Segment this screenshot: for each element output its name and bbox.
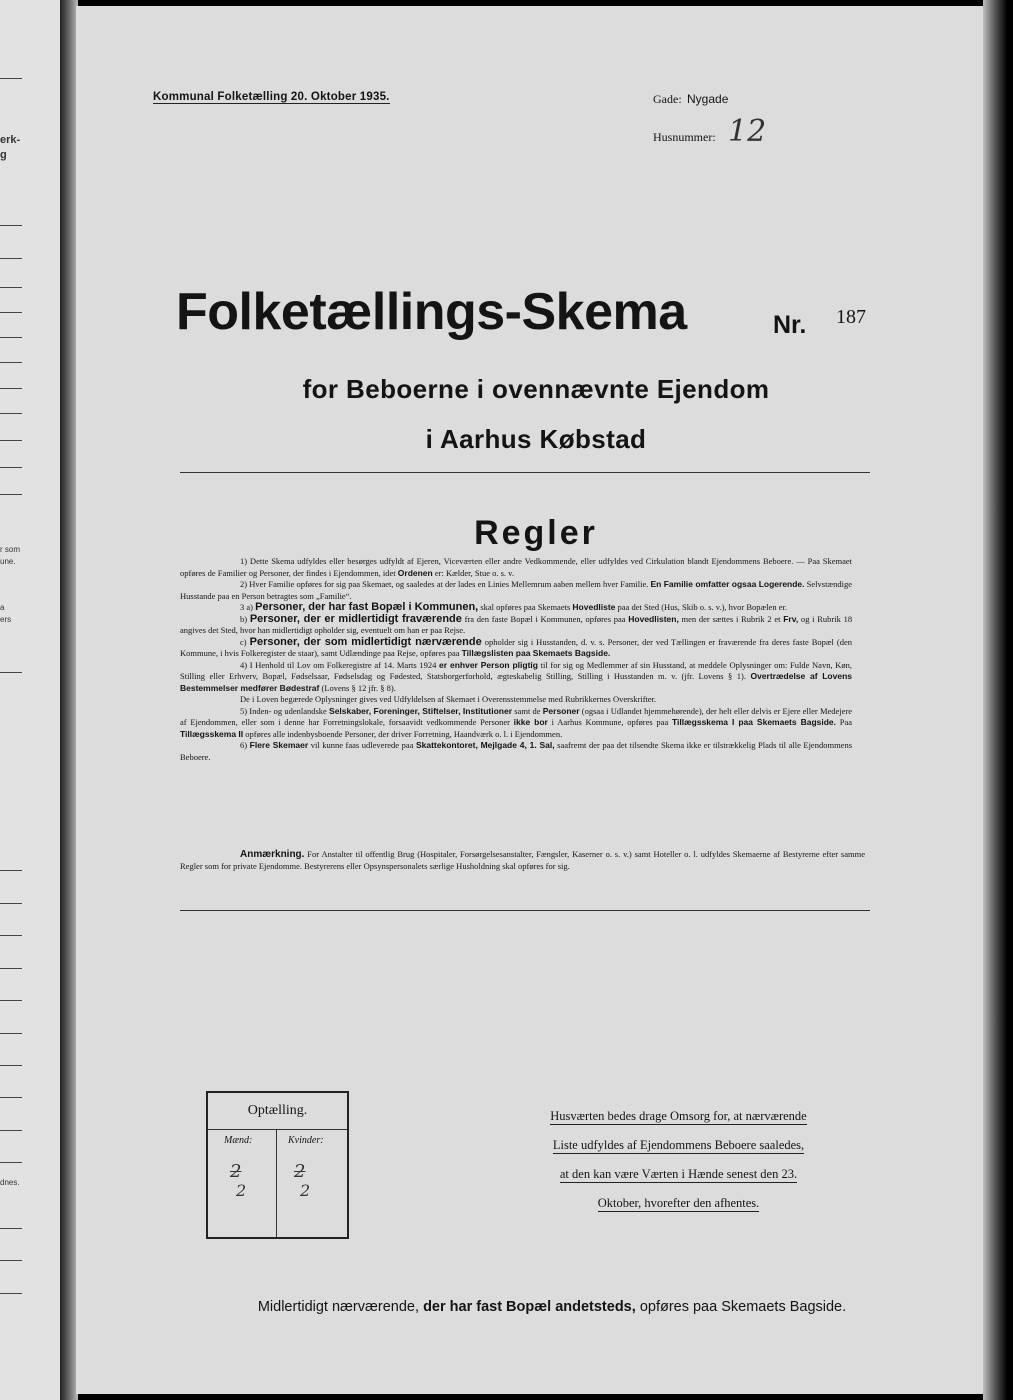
rules-text — [180, 556, 852, 763]
rule-3a: 3 a) Personer, der har fast Bopæl i Kommunen, skal opføres paa Skemaets Hovedliste paa det Sted (Hus, Skib o. s. v.), hvor Bopælen er. — [240, 601, 787, 613]
left-rule — [0, 362, 22, 363]
count-box — [206, 1091, 349, 1239]
divider-top — [180, 472, 870, 473]
left-fragment: une. — [0, 557, 16, 566]
left-fragment: a — [0, 603, 5, 612]
left-rule — [0, 1293, 22, 1294]
left-rule — [0, 672, 22, 673]
left-rule — [0, 440, 22, 441]
rule-4: 4) I Henhold til Lov om Folkeregistre af 14. Marts 1924 er enhver Person pligtig til for sig og Medlemmer af sin Husstand, at meddele Oplysninger om: Fulde Navn, Køn, Stilling eller Erhverv, Bopæl, Fødselsaar, Fødselsdag og Fødested, Statsborgerforhold, ægteskabelig Stilling, Stilling i Husstanden m. v. (jfr. Lovens § 1). Overtrædelse af Lovens Bestemmelser medfører Bødestraf (Lovens § 12 jfr. § 8). — [180, 659, 853, 693]
left-rule — [0, 1162, 22, 1163]
women-column-label: Kvinder: — [288, 1135, 324, 1146]
form-title: Folketællings-Skema — [176, 283, 687, 341]
left-fragment: r som — [0, 545, 20, 554]
divider-bottom — [180, 910, 870, 911]
form-number-label: Nr. — [773, 311, 807, 339]
remark-body: For Anstalter til offentlig Brug (Hospitaler, Forsørgelsesanstalter, Fængsler, Kaserner o. s. v.) samt Hoteller o. l. udfyldes Skemaerne af Bestyrerne efter samme Regler som for private Ejendomme. Bestyrerens eller Opsynspersonalets særlige Husholdning skal opføres for sig. — [180, 849, 865, 871]
census-header: Kommunal Folketælling 20. Oktober 1935. — [153, 91, 390, 103]
count-box-title: Optælling. — [208, 1093, 347, 1130]
remark-label: Anmærkning. — [240, 849, 305, 860]
left-rule — [0, 968, 22, 969]
left-fragment: ers — [0, 615, 12, 624]
form-number-value: 187 — [836, 306, 866, 328]
left-rule — [0, 1228, 22, 1229]
left-rule — [0, 78, 22, 79]
left-fragment: erk- — [0, 134, 21, 146]
notice-line: Husværten bedes drage Omsorg for, at nærværende — [550, 1109, 807, 1123]
left-rule — [0, 467, 22, 468]
remark-text — [180, 849, 865, 872]
left-rule — [0, 337, 22, 338]
left-rule — [0, 1000, 22, 1001]
left-rule — [0, 1130, 22, 1131]
left-rule — [0, 1097, 22, 1098]
rule-1: 1) Dette Skema udfyldes eller besørges udfyldt af Ejeren, Viceværten eller andre Vedkommende, eller udfyldes ved Cirkulation blandt Ejendommens Beboere. — Paa Skemaet opføres de Familier og Personer, der findes i Ejendommen, idet Ordenen er: Kælder, Stue o. s. v. — [180, 556, 852, 578]
house-number-value: 12 — [728, 114, 767, 149]
rules-heading: Regler — [474, 514, 598, 552]
rule-5: 5) Inden- og udenlandske Selskaber, Foreninger, Stiftelser, Institutioner samt de Personer (ogsaa i Udlandet hjemmehørende), der helt eller delvis er Ejere eller Medejere af Ejendommen, eller som i denne har Forretningslokale, forsaavidt vedkommende Personer ikke bor i Aarhus Kommune, opføres paa Tillægsskema I paa Skemaets Bagside. Paa Tillægsskema II opføres alle indenbysboende Personer, der driver Forretning, Haandværk o. l. i Ejendommen. — [180, 705, 853, 739]
left-rule — [0, 1033, 22, 1034]
men-count-crossed: 2 — [230, 1161, 242, 1182]
left-rule — [0, 258, 22, 259]
rule-3c: c) Personer, der som midlertidigt nærværende opholder sig i Husstanden, d. v. s. Personer, der ved Tællingen er fraværende fra deres faste Bopæl (den Kommune, i hvis Folkeregister de staar), samt Udlændinge paa Rejse, opføres paa Tillægslisten paa Skemaets Bagside. — [180, 635, 853, 658]
census-form-page — [76, 6, 996, 1394]
notice-line: Liste udfyldes af Ejendommens Beboere saaledes, — [552, 1138, 805, 1152]
women-count: 2 — [300, 1181, 311, 1200]
landlord-notice — [506, 1102, 851, 1218]
rule-2: 2) Hver Familie opføres for sig paa Skemaet, og saaledes at der lades en Linies Mellemrum aaben mellem hver Familie. En Familie omfatter ogsaa Logerende. Selvstændige Husstande paa en Person betragtes som „Familie“. — [180, 579, 852, 601]
left-rule — [0, 935, 22, 936]
form-subtitle-2: i Aarhus Købstad — [425, 424, 647, 454]
left-rule — [0, 225, 22, 226]
footer-note: Midlertidigt nærværende, der har fast Bopæl andetsteds, opføres paa Skemaets Bagside. — [257, 1299, 847, 1315]
left-fragment: dnes. — [0, 1178, 20, 1187]
left-rule — [0, 287, 22, 288]
left-rule — [0, 903, 22, 904]
women-count-crossed: 2 — [294, 1161, 306, 1182]
rule-3b: b) Personer, der er midlertidigt fraværende fra den faste Bopæl i Kommunen, opføres paa Hovedlisten, men der sættes i Rubrik 2 et Frv, og i Rubrik 18 angives det Sted, hvor han midlertidigt opholder sig, eventuelt om han er paa Rejse. — [180, 612, 853, 635]
left-rule — [0, 870, 22, 871]
left-rule — [0, 494, 22, 495]
rule-4-cont: De i Loven begærede Oplysninger gives ved Udfyldelsen af Skemaet i Overensstemmelse med Rubrikkernes Overskrifter. — [240, 694, 657, 704]
men-count: 2 — [236, 1181, 247, 1200]
house-number-label: Husnummer: — [653, 130, 716, 144]
left-rule — [0, 413, 22, 414]
form-subtitle-1: for Beboerne i ovennævnte Ejendom — [302, 374, 770, 404]
street-value: Nygade — [687, 92, 729, 106]
count-box-divider — [276, 1129, 277, 1237]
page-right-edge — [983, 0, 1013, 1400]
rule-6: 6) Flere Skemaer vil kunne faas udleverede paa Skattekontoret, Mejlgade 4, 1. Sal, saafremt der paa det tilsendte Skema ikke er tilstrækkelig Plads til alle Ejendommens Beboere. — [180, 740, 853, 762]
left-fragment: g — [0, 149, 7, 161]
left-rule — [0, 1260, 22, 1261]
men-column-label: Mænd: — [224, 1135, 253, 1146]
left-rule — [0, 1065, 22, 1066]
notice-line: Oktober, hvorefter den afhentes. — [597, 1196, 760, 1210]
left-rule — [0, 388, 22, 389]
left-rule — [0, 312, 22, 313]
left-page-edge — [0, 0, 60, 1400]
street-label: Gade: — [653, 92, 682, 106]
notice-line: at den kan være Værten i Hænde senest den 23. — [559, 1167, 798, 1181]
